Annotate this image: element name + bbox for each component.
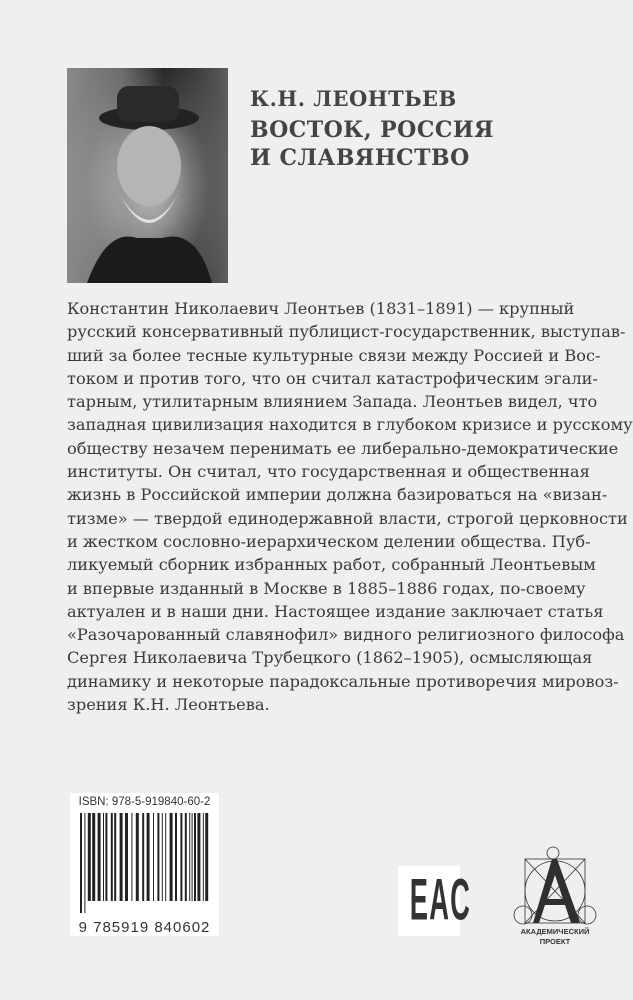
title-line: ВОСТОК, РОССИЯ	[250, 117, 495, 143]
eac-mark-text: EAC	[409, 868, 472, 933]
publisher-logo	[505, 845, 605, 960]
barcode-bar	[120, 813, 123, 901]
description-line: русский консервативный публицист-государственник, выступав-	[67, 322, 626, 342]
barcode-bar	[205, 813, 208, 901]
barcode-bar	[142, 813, 144, 901]
barcode-bar	[170, 813, 173, 901]
barcode-bar	[153, 813, 154, 901]
description-line: «Разочарованный славянофил» видного религиозного философа	[67, 625, 625, 645]
description-line: институты. Он считал, что государственная и общественная	[67, 462, 590, 482]
barcode-bar	[197, 813, 200, 901]
description-line: током и против того, что он считал катастрофическим эгали-	[67, 368, 598, 388]
description-line: динамику и некоторые парадоксальные противоречия мировоз-	[67, 671, 619, 691]
barcode-bars	[76, 813, 212, 921]
description-line: Константин Николаевич Леонтьев (1831–1891) — крупный	[67, 299, 575, 318]
barcode-bar	[165, 813, 166, 901]
description-line: и жестком сословно-иерархическом делении общества. Пуб-	[67, 531, 591, 551]
description-line: и впервые изданный в Москве в 1885–1886 годах, по-своему	[67, 578, 586, 598]
barcode-bar	[185, 813, 187, 901]
barcode-bar	[92, 813, 95, 901]
barcode-bar	[194, 813, 196, 901]
description-line: актуален и в наши дни. Настоящее издание заключает статья	[67, 601, 604, 621]
barcode-bar	[175, 813, 177, 901]
description-line: ший за более тесные культурные связи между Россией и Вос-	[67, 345, 601, 365]
publisher-name-line: АКАДЕМИЧЕСКИЙ	[520, 927, 590, 936]
publisher-name-line: ПРОЕКТ	[539, 937, 571, 946]
ean-number: 9 785919 840602	[78, 919, 211, 936]
barcode-bar	[136, 813, 139, 901]
description-line: жизнь в Российской империи должна базироваться на «визан-	[67, 485, 608, 505]
description-line: ликуемый сборник избранных работ, собранный Леонтьевым	[67, 555, 596, 575]
barcode-bar	[203, 813, 204, 901]
description-line: тизме» — твердой единодержавной власти, строгой церковности	[67, 508, 628, 528]
barcode-bar	[111, 813, 113, 901]
eac-mark-icon	[398, 866, 472, 936]
barcode-bar	[162, 813, 163, 901]
barcode-bar	[80, 813, 82, 913]
description-line: обществу незачем перенимать ее либерально-демократические	[67, 438, 619, 458]
description-line: Сергея Николаевича Трубецкого (1862–1905), осмысляющая	[67, 648, 593, 668]
barcode-bar	[180, 813, 182, 901]
barcode-bar	[114, 813, 116, 901]
description-line: зрения К.Н. Леонтьева.	[67, 695, 270, 715]
barcode-bar	[189, 813, 190, 901]
description-line: тарным, утилитарным влиянием Запада. Леонтьев видел, что	[67, 392, 598, 412]
description-line: западная цивилизация находится в глубоком кризисе и русскому	[67, 415, 633, 435]
barcode-bar	[98, 813, 101, 901]
barcode-bar	[88, 813, 91, 901]
barcode-bar	[131, 813, 132, 901]
isbn-barcode	[70, 793, 219, 936]
barcode-bar	[125, 813, 128, 901]
book-title	[250, 116, 494, 172]
barcode-bar	[103, 813, 104, 901]
title-line: И СЛАВЯНСТВО	[250, 145, 470, 171]
barcode-bar	[147, 813, 150, 901]
barcode-bar	[84, 813, 85, 913]
isbn-label: ISBN: 978-5-919840-60-2	[78, 796, 211, 808]
barcode-bar	[157, 813, 159, 901]
author-portrait-photo	[67, 68, 228, 283]
barcode-bar	[105, 813, 107, 901]
barcode-bar	[192, 813, 193, 901]
description-text	[67, 297, 633, 716]
author-name: К.Н. ЛЕОНТЬЕВ	[250, 86, 457, 111]
